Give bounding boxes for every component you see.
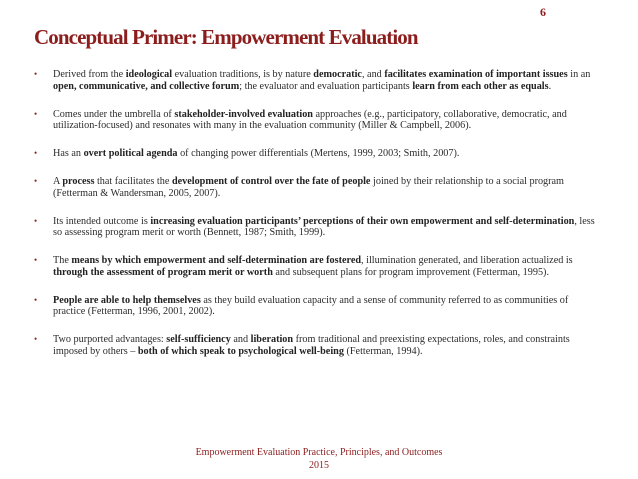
bullet-item — [32, 295, 602, 318]
bullet-item — [32, 69, 602, 92]
bullet-segment: , less so assessing program merit or worth (Bennett, 1987; Smith, 1999). — [53, 215, 595, 238]
bullet-item — [32, 216, 602, 239]
bullet-marker-icon: • — [34, 108, 38, 119]
bullet-marker-icon: • — [34, 255, 38, 265]
bullet-marker-icon: • — [34, 148, 38, 158]
bullet-marker-icon: • — [34, 334, 38, 344]
bullet-emphasis: process — [62, 176, 95, 187]
bullet-item — [32, 109, 602, 132]
bullet-emphasis: increasing evaluation participants’ perceptions of their own empowerment and self-determination — [150, 215, 575, 227]
bullet-emphasis: self-sufficiency — [166, 334, 231, 345]
bullet-item — [32, 334, 602, 357]
bullet-text — [53, 109, 567, 132]
bullet-segment: A — [53, 176, 63, 187]
bullet-segment: The — [53, 255, 72, 266]
bullet-marker-icon: • — [34, 215, 38, 226]
bullet-segment: that facilitates the — [94, 176, 172, 187]
bullet-emphasis: through the assessment of program merit or worth — [53, 266, 273, 278]
bullet-emphasis: development of control over the fate of people — [171, 176, 371, 187]
bullet-emphasis: democratic — [313, 69, 362, 80]
bullet-emphasis: facilitates examination of important issues — [384, 69, 568, 80]
bullet-emphasis: open, communicative, and collective forum — [53, 80, 240, 92]
bullet-emphasis: ideological — [125, 69, 173, 80]
bullet-segment: , illumination generated, and liberation actualized is — [361, 255, 573, 266]
bullet-segment: , and — [361, 69, 385, 80]
bullet-segment: Has an — [53, 148, 84, 159]
bullet-emphasis: means by which empowerment and self-determination are fostered — [71, 255, 362, 266]
bullet-emphasis: People are able to help themselves — [53, 294, 201, 306]
bullet-list — [32, 69, 602, 374]
bullet-item — [32, 148, 602, 160]
bullet-segment: as they build evaluation capacity and a sense of community referred to as communities of practice (Fetterman, 1996, 2001, 2002). — [53, 294, 569, 317]
bullet-segment: Its intended outcome is — [53, 215, 151, 227]
bullet-emphasis: stakeholder-involved evaluation — [174, 108, 313, 120]
bullet-segment: . — [548, 80, 552, 92]
bullet-item — [32, 176, 602, 199]
bullet-segment: from traditional and preexisting expectations, roles, and constraints imposed by others – — [53, 334, 570, 357]
bullet-emphasis: learn from each other as equals — [412, 80, 549, 92]
footer — [0, 446, 638, 472]
bullet-emphasis: both of which speak to psychological well-being — [137, 345, 344, 357]
bullet-text — [53, 295, 568, 318]
bullet-emphasis: liberation — [250, 334, 294, 345]
bullet-marker-icon: • — [34, 176, 38, 186]
bullet-segment: (Fetterman, 1994). — [343, 345, 423, 357]
bullet-text — [53, 216, 595, 239]
bullet-segment: approaches (e.g., participatory, collaborative, democratic, and utilization-focused) and resonates with many in the evaluation community (Miller & Campbell, 2006). — [53, 108, 567, 131]
bullet-emphasis: overt political agenda — [83, 148, 178, 159]
bullet-text — [53, 334, 570, 357]
bullet-text — [53, 69, 590, 92]
bullet-segment: Comes under the umbrella of — [53, 108, 175, 120]
bullet-segment: in an — [567, 69, 591, 80]
bullet-segment: and subsequent plans for program improvement (Fetterman, 1995). — [272, 266, 549, 278]
bullet-item — [32, 255, 602, 278]
footer-line-title: Empowerment Evaluation Practice, Principles, and Outcomes — [195, 447, 443, 458]
bullet-marker-icon: • — [34, 294, 38, 305]
bullet-segment: ; the evaluator and evaluation participants — [239, 80, 413, 92]
page-number: 6 — [540, 5, 546, 19]
bullet-segment: Two purported advantages: — [53, 334, 167, 345]
bullet-segment: evaluation traditions, is by nature — [172, 69, 314, 80]
bullet-text — [53, 255, 573, 278]
bullet-text — [53, 176, 564, 199]
footer-line-year: 2015 — [309, 460, 329, 471]
bullet-segment: of changing power differentials (Mertens, 1999, 2003; Smith, 2007). — [177, 148, 460, 159]
bullet-marker-icon: • — [34, 69, 38, 79]
bullet-segment: joined by their relationship to a social program (Fetterman & Wandersman, 2005, 2007). — [53, 176, 564, 199]
bullet-segment: and — [230, 334, 251, 345]
bullet-segment: Derived from the — [53, 69, 126, 80]
slide-title: Conceptual Primer: Empowerment Evaluation — [34, 25, 418, 49]
bullet-text — [53, 148, 459, 159]
